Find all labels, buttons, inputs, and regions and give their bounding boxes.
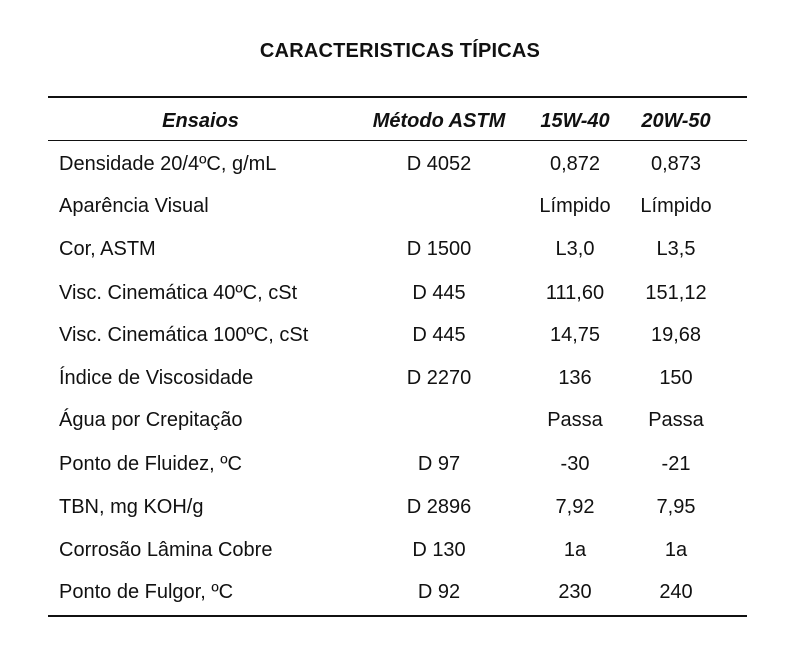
cell-15w-40: 1a [563, 539, 587, 561]
cell-15w-40: 7,92 [555, 496, 595, 518]
cell-metodo: D 2896 [406, 496, 472, 518]
cell-15w-40: L3,0 [555, 238, 595, 260]
header-ensaios: Ensaios [162, 110, 239, 132]
header-metodo-astm: Método ASTM [372, 110, 506, 132]
cell-ensaio: Ponto de Fluidez, ºC [59, 453, 242, 475]
cell-15w-40: Límpido [539, 195, 611, 217]
header-divider [48, 140, 747, 141]
table-row [0, 577, 800, 607]
cell-15w-40: -30 [560, 453, 590, 475]
cell-ensaio: TBN, mg KOH/g [59, 496, 204, 518]
cell-15w-40: 111,60 [545, 282, 605, 304]
cell-20w-50: 19,68 [650, 324, 702, 346]
table-row [0, 320, 800, 350]
header-15w-40: 15W-40 [540, 110, 610, 132]
cell-20w-50: -21 [661, 453, 691, 475]
table-row [0, 363, 800, 393]
cell-ensaio: Água por Crepitação [59, 409, 243, 431]
header-20w-50: 20W-50 [641, 110, 711, 132]
cell-20w-50: 7,95 [656, 496, 696, 518]
table-row [0, 449, 800, 479]
cell-20w-50: 151,12 [645, 282, 707, 304]
cell-20w-50: Passa [648, 409, 704, 431]
table-bottom-rule [48, 615, 747, 617]
cell-15w-40: 230 [558, 581, 592, 603]
cell-ensaio: Ponto de Fulgor, ºC [59, 581, 234, 603]
cell-20w-50: 0,873 [650, 153, 702, 175]
cell-metodo: D 97 [417, 453, 461, 475]
table-row [0, 535, 800, 565]
table-row [0, 492, 800, 522]
table-row [0, 278, 800, 308]
cell-metodo: D 92 [417, 581, 461, 603]
cell-20w-50: L3,5 [656, 238, 696, 260]
cell-20w-50: 240 [659, 581, 693, 603]
cell-metodo: D 1500 [406, 238, 472, 260]
cell-20w-50: 1a [664, 539, 688, 561]
cell-ensaio: Aparência Visual [59, 195, 209, 217]
table-row [0, 405, 800, 435]
cell-ensaio: Cor, ASTM [59, 238, 156, 260]
cell-metodo: D 445 [412, 282, 466, 304]
cell-ensaio: Índice de Viscosidade [59, 367, 254, 389]
cell-20w-50: Límpido [640, 195, 712, 217]
cell-15w-40: 136 [558, 367, 592, 389]
cell-20w-50: 150 [659, 367, 693, 389]
table-top-rule [48, 96, 747, 98]
table-header [0, 106, 800, 136]
cell-ensaio: Corrosão Lâmina Cobre [59, 539, 273, 561]
table-row [0, 149, 800, 179]
cell-15w-40: 0,872 [549, 153, 601, 175]
table-row [0, 191, 800, 221]
cell-ensaio: Visc. Cinemática 100ºC, cSt [59, 324, 309, 346]
cell-15w-40: 14,75 [549, 324, 601, 346]
cell-metodo: D 445 [412, 324, 466, 346]
cell-ensaio: Visc. Cinemática 40ºC, cSt [59, 282, 298, 304]
table-row [0, 234, 800, 264]
cell-ensaio: Densidade 20/4ºC, g/mL [59, 153, 277, 175]
page-title: CARACTERISTICAS TÍPICAS [259, 40, 541, 62]
cell-metodo: D 2270 [406, 367, 472, 389]
cell-metodo: D 130 [412, 539, 466, 561]
cell-15w-40: Passa [547, 409, 603, 431]
cell-metodo: D 4052 [406, 153, 472, 175]
